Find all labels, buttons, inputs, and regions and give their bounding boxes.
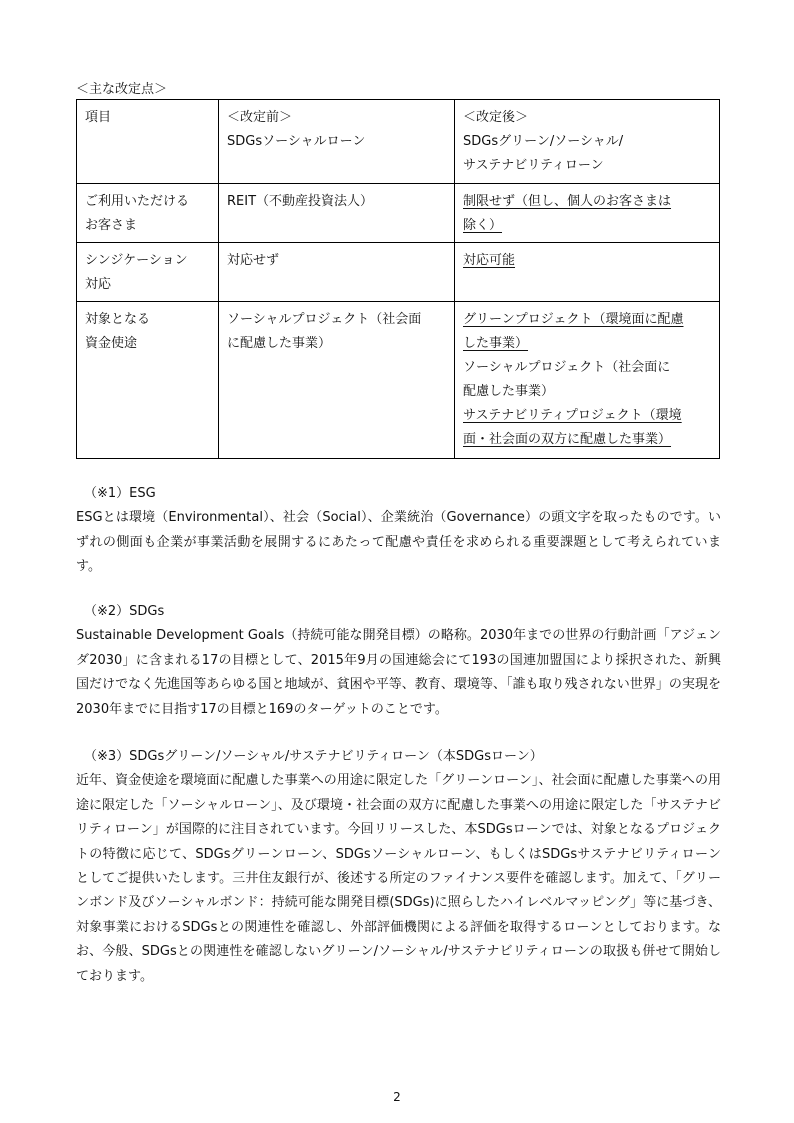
row-before-cell [219, 184, 455, 243]
footnote-body: Sustainable Development Goals（持続可能な開発目標）の略称。2030年までの世界の行動計画「アジェンダ2030」に含まれる17の目標として、2015年9月の国連総会にて193の国連加盟国により採択された、新興国だけでなく先進国等あらゆる国と地域が、貧困や平等、教育、環境等、「誰も取り残されない世界」の実現を2030年までに目指す17の目標と169のターゲットのことです。 [76, 628, 721, 717]
revision-table [76, 99, 720, 459]
row-before-cell [219, 243, 455, 302]
green-project-line: グリーンプロジェクト（環境面に配慮 [463, 312, 684, 327]
page-number: 2 [393, 1090, 401, 1104]
footnote-esg [76, 482, 721, 580]
row-before-line: ソーシャルプロジェクト（社会面 [227, 312, 422, 327]
header-before-title: SDGsソーシャルローン [227, 134, 366, 149]
footnote-body: 近年、資金使途を環境面に配慮した事業への用途に限定した「グリーンローン」、社会面に配慮した事業への用途に限定した「ソーシャルローン」、及び環境・社会面の双方に配慮した事業への用途に限定した「サステナビリティローン」が国際的に注目されています。今回リリースした、本SDGsローンでは、対象となるプロジェクトの特徴に応じて、SDGsグリーンローン、SDGsソーシャルローン、もしくはSDGsサステナビリティローンとしてご提供いたします。三井住友銀行が、後述する所定のファイナンス要件を確認します。加えて、「グリーンボンド及びソーシャルボンド：持続可能な開発目標(SDGs)に照らしたハイレベルマッピング」等に基づき、対象事業におけるSDGsとの関連性を確認し、外部評価機関による評価を取得するローンとしております。なお、今般、SDGsとの関連性を確認しないグリーン/ソーシャル/サステナビリティローンの取扱も併せて開始しております。 [76, 773, 721, 984]
row-after-cell [455, 184, 720, 243]
header-before-cell [219, 100, 455, 184]
row-after-cell [455, 302, 720, 459]
footnote-title: （※1）ESG [84, 486, 156, 501]
header-item-cell [77, 100, 219, 184]
row-item-line: お客さま [85, 218, 138, 233]
row-item-line: 資金使途 [85, 336, 138, 351]
table-header-row [77, 100, 720, 184]
table-row [77, 243, 720, 302]
row-before-line: REIT（不動産投資法人） [227, 194, 374, 209]
row-item-line: ご利用いただける [85, 194, 190, 209]
footnote-title: （※2）SDGs [84, 604, 165, 619]
header-after-title-1: SDGsグリーン/ソーシャル/ [463, 134, 624, 149]
header-before-label: ＜改定前＞ [227, 110, 293, 125]
footnote-title: （※3）SDGsグリーン/ソーシャル/サステナビリティローン（本SDGsローン） [84, 749, 543, 764]
row-item-cell [77, 302, 219, 459]
header-after-title-2: サステナビリティローン [463, 158, 604, 173]
row-item-line: 対応 [85, 277, 112, 292]
row-after-line: 除く） [463, 218, 503, 233]
row-after-line: 対応可能 [463, 253, 516, 268]
row-item-cell [77, 184, 219, 243]
table-row [77, 184, 720, 243]
row-item-cell [77, 243, 219, 302]
row-before-line: に配慮した事業） [227, 336, 332, 351]
row-before-line: 対応せず [227, 253, 280, 268]
green-project-line: した事業） [463, 336, 529, 351]
social-project-line: ソーシャルプロジェクト（社会面に [463, 360, 671, 375]
footnote-sdgs-loan [76, 745, 721, 989]
footnote-sdgs [76, 600, 721, 722]
row-before-cell [219, 302, 455, 459]
header-after-cell [455, 100, 720, 184]
row-item-line: 対象となる [85, 312, 151, 327]
social-project-line: 配慮した事業） [463, 384, 555, 399]
header-item-label: 項目 [85, 110, 112, 125]
footnote-body: ESGとは環境（Environmental）、社会（Social）、企業統治（Governance）の頭文字を取ったものです。いずれの側面も企業が事業活動を展開するにあたって配慮や責任を求められる重要課題として考えられています。 [76, 510, 721, 575]
table-row [77, 302, 720, 459]
row-after-line: 制限せず（但し、個人のお客さまは [463, 194, 672, 209]
section-heading: ＜主な改定点＞ [76, 82, 168, 97]
sustainability-project-line: サステナビリティプロジェクト（環境 [463, 408, 682, 423]
header-after-label: ＜改定後＞ [463, 110, 529, 125]
row-after-cell [455, 243, 720, 302]
row-item-line: シンジケーション [85, 253, 188, 268]
sustainability-project-line: 面・社会面の双方に配慮した事業） [463, 432, 672, 447]
